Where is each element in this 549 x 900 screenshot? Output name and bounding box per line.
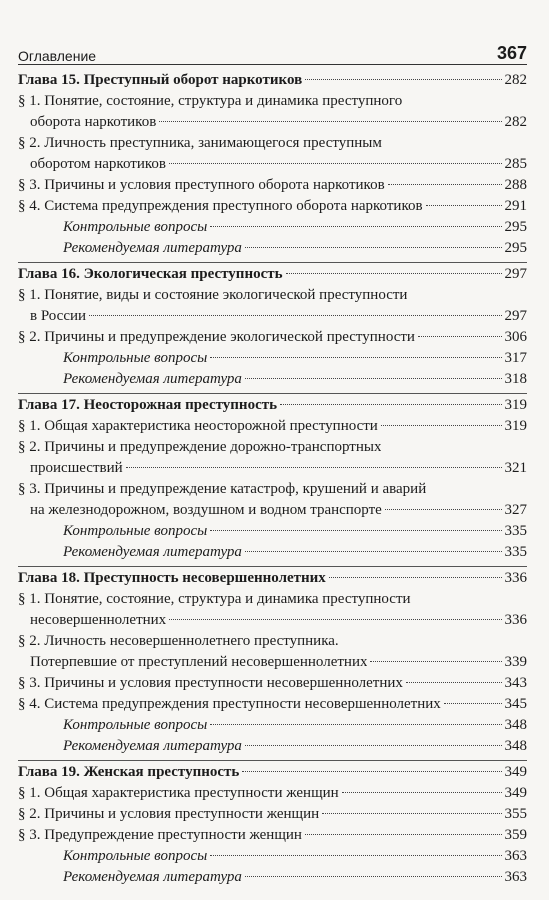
dot-leader [245,378,502,379]
dot-leader [89,315,501,316]
toc-appendix-item [18,542,527,563]
toc-entry-text: § 2. Причины и предупреждение дорожно-транспортных [18,439,382,455]
toc-entry-text: Глава 17. Неосторожная преступность [18,397,278,413]
dot-leader [370,661,501,662]
dot-leader [280,404,501,405]
toc-entry-page: 291 [504,198,527,214]
running-header [18,40,527,64]
dot-leader [329,577,502,578]
toc-section-continuation [18,458,527,479]
toc-entry-text: оборотом наркотиков [30,156,166,172]
toc-entry-text: Рекомендуемая литература [63,869,242,885]
toc-entry-page: 336 [504,570,527,586]
toc-entry-page: 297 [504,266,527,282]
toc-section-continuation [18,154,527,175]
toc-entry-text: § 2. Личность преступника, занимающегося преступным [18,135,382,151]
toc-entry-text: Глава 16. Экологическая преступность [18,266,283,282]
toc-appendix-item [18,369,527,390]
toc-section [18,285,527,306]
toc-section [18,327,527,348]
toc-entry-text: Контрольные вопросы [63,350,208,366]
toc-section [18,825,527,846]
toc-entry-page: 321 [504,460,527,476]
toc-entry-text: § 4. Система предупреждения преступности несовершеннолетних [18,696,441,712]
toc-entry-text: Контрольные вопросы [63,219,208,235]
toc-section [18,175,527,196]
toc-section [18,631,527,652]
toc-entry-page: 327 [504,502,527,518]
dot-leader [210,724,501,725]
toc-section [18,804,527,825]
dot-leader [381,425,502,426]
toc-entry-text: Контрольные вопросы [63,848,208,864]
toc-entry-text: Контрольные вопросы [63,717,208,733]
toc-entry-text: § 1. Общая характеристика неосторожной преступности [18,418,378,434]
dot-leader [210,226,501,227]
toc-section-continuation [18,500,527,521]
dot-leader [406,682,502,683]
toc-entry-page: 348 [504,738,527,754]
toc-section [18,673,527,694]
toc-entry-page: 336 [504,612,527,628]
toc-entry-page: 363 [504,848,527,864]
toc-entry-page: 335 [504,544,527,560]
toc-entry-page: 319 [504,418,527,434]
dot-leader [210,530,501,531]
toc-entry-text: на железнодорожном, воздушном и водном транспорте [30,502,382,518]
toc-section [18,783,527,804]
dot-leader [286,273,502,274]
toc-appendix-item [18,736,527,757]
toc-entry-text: Рекомендуемая литература [63,738,242,754]
dot-leader [444,703,502,704]
toc-chapter [18,69,527,91]
toc-chapter [18,262,527,285]
toc-entry-page: 318 [504,371,527,387]
toc-entry-text: § 2. Причины и условия преступности женщин [18,806,320,822]
dot-leader [322,813,501,814]
toc-entry-text: § 3. Предупреждение преступности женщин [18,827,302,843]
toc-entry-text: § 3. Причины и предупреждение катастроф, крушений и аварий [18,481,427,497]
dot-leader [169,163,502,164]
dot-leader [426,205,502,206]
dot-leader [388,184,502,185]
toc-entry-text: оборота наркотиков [30,114,157,130]
toc-section [18,437,527,458]
dot-leader [210,855,501,856]
toc-appendix-item [18,846,527,867]
toc-entry-page: 288 [504,177,527,193]
toc-section [18,91,527,112]
toc-entry-text: в России [30,308,87,324]
dot-leader [245,876,502,877]
toc-section [18,196,527,217]
toc-entry-text: Глава 18. Преступность несовершеннолетних [18,570,326,586]
toc-entry-page: 282 [504,72,527,88]
toc-section-continuation [18,652,527,673]
toc-entry-text: § 1. Общая характеристика преступности женщин [18,785,339,801]
dot-leader [418,336,502,337]
page-number: 367 [496,43,527,63]
dot-leader [126,467,502,468]
section-name: Оглавление [18,48,97,64]
toc-section-continuation [18,610,527,631]
toc-entry-text: Потерпевшие от преступлений несовершеннолетних [30,654,368,670]
toc-entry-page: 348 [504,717,527,733]
header-rule [18,64,527,65]
toc-appendix-item [18,217,527,238]
toc-chapter [18,760,527,783]
toc-entry-text: § 1. Понятие, состояние, структура и динамика преступности [18,591,411,607]
toc-entry-page: 306 [504,329,527,345]
toc-entry-text: § 1. Понятие, виды и состояние экологической преступности [18,287,408,303]
toc-chapter [18,393,527,416]
toc-entry-text: Рекомендуемая литература [63,544,242,560]
toc-entry-text: Глава 19. Женская преступность [18,764,240,780]
toc-appendix-item [18,867,527,888]
toc-appendix-item [18,238,527,259]
toc-appendix-item [18,521,527,542]
toc-entry-text: § 1. Понятие, состояние, структура и динамика преступного [18,93,403,109]
toc-entry-text: § 2. Личность несовершеннолетнего преступника. [18,633,339,649]
toc-entry-page: 295 [504,219,527,235]
dot-leader [305,834,502,835]
toc-section [18,416,527,437]
dot-leader [305,79,501,80]
toc-entry-page: 349 [504,785,527,801]
toc-entry-page: 359 [504,827,527,843]
toc-entry-text: Рекомендуемая литература [63,240,242,256]
toc-entry-page: 319 [504,397,527,413]
toc-entry-page: 282 [504,114,527,130]
toc-entry-text: § 3. Причины и условия преступности несовершеннолетних [18,675,403,691]
toc-entry-page: 343 [504,675,527,691]
toc-entry-text: § 2. Причины и предупреждение экологической преступности [18,329,415,345]
toc-entry-text: § 4. Система предупреждения преступного оборота наркотиков [18,198,423,214]
toc-entry-page: 363 [504,869,527,885]
toc-entry-text: § 3. Причины и условия преступного оборота наркотиков [18,177,385,193]
toc-section [18,589,527,610]
toc-appendix-item [18,715,527,736]
dot-leader [159,121,501,122]
toc-entry-page: 335 [504,523,527,539]
toc-entry-text: Глава 15. Преступный оборот наркотиков [18,72,303,88]
toc-section [18,133,527,154]
table-of-contents [18,69,527,888]
toc-entry-page: 285 [504,156,527,172]
toc-section [18,479,527,500]
toc-entry-page: 355 [504,806,527,822]
toc-chapter [18,566,527,589]
toc-entry-text: Рекомендуемая литература [63,371,242,387]
toc-entry-page: 339 [504,654,527,670]
toc-section-continuation [18,306,527,327]
dot-leader [242,771,501,772]
dot-leader [210,357,501,358]
dot-leader [169,619,501,620]
toc-entry-text: происшествий [30,460,123,476]
dot-leader [385,509,502,510]
dot-leader [245,247,502,248]
dot-leader [342,792,502,793]
toc-appendix-item [18,348,527,369]
toc-entry-page: 295 [504,240,527,256]
dot-leader [245,745,502,746]
toc-entry-text: несовершеннолетних [30,612,167,628]
toc-entry-text: Контрольные вопросы [63,523,208,539]
toc-entry-page: 349 [504,764,527,780]
dot-leader [245,551,502,552]
toc-entry-page: 297 [504,308,527,324]
toc-section-continuation [18,112,527,133]
toc-section [18,694,527,715]
toc-entry-page: 317 [504,350,527,366]
toc-entry-page: 345 [504,696,527,712]
